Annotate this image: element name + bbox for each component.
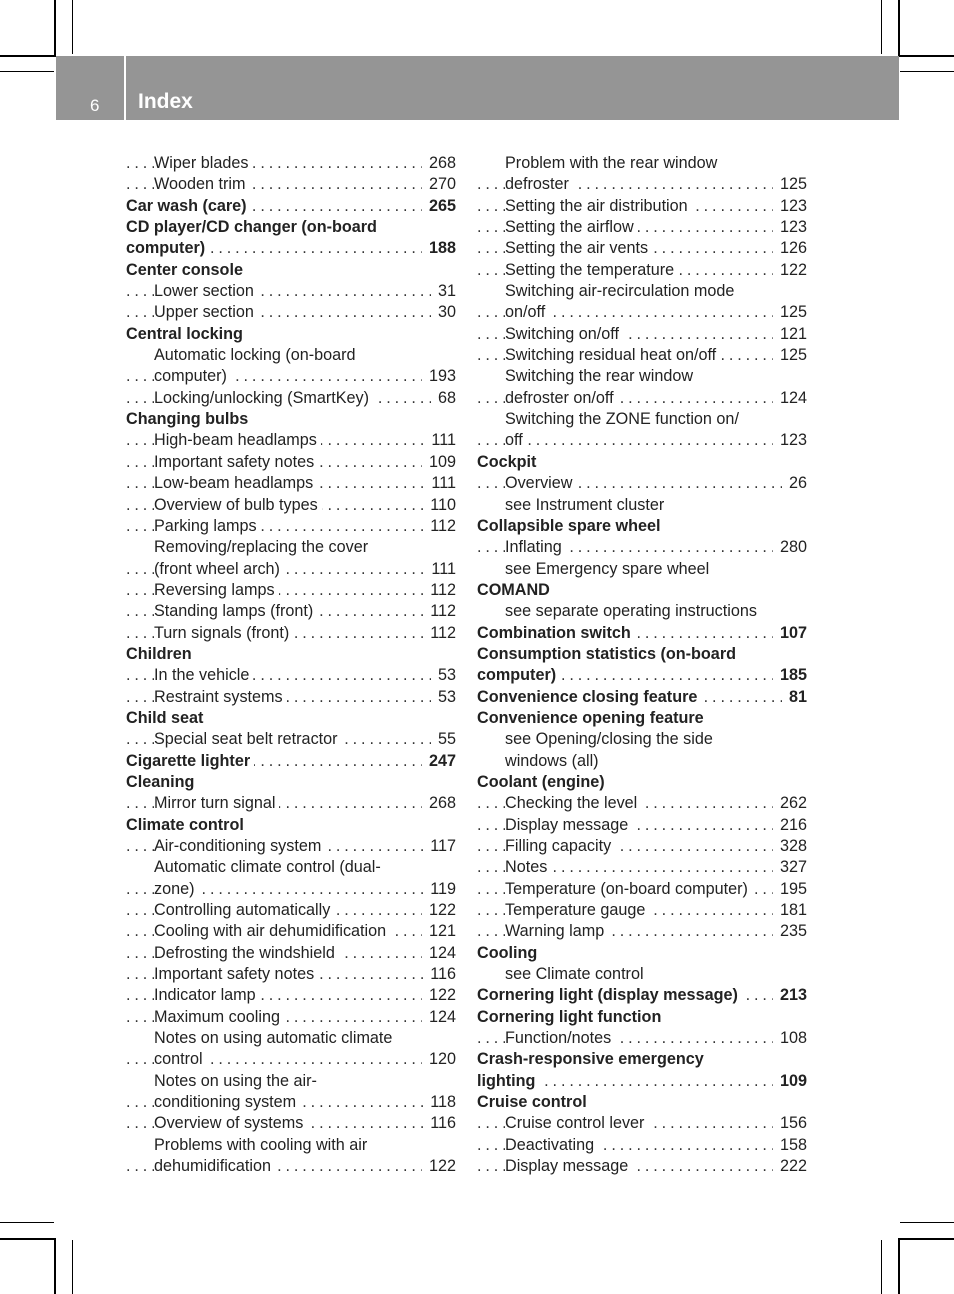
index-entry	[477, 238, 807, 259]
index-entry-page: 265	[422, 196, 456, 217]
index-entry	[477, 729, 807, 750]
index-entry-text: Climate control	[126, 816, 248, 834]
crop-mark	[72, 1240, 73, 1294]
index-entry-text: Children	[126, 645, 196, 663]
crop-mark	[898, 1238, 900, 1294]
index-entry	[126, 836, 456, 857]
index-entry-text: Overview of bulb types	[154, 496, 322, 514]
index-entry	[126, 879, 456, 900]
index-entry	[477, 921, 807, 942]
index-entry-text: on/off	[505, 303, 549, 321]
index-entry	[126, 580, 456, 601]
index-entry	[126, 900, 456, 921]
index-entry	[477, 985, 807, 1006]
index-entry	[477, 1156, 807, 1177]
index-entry-page: 213	[773, 985, 807, 1006]
crop-mark	[0, 1238, 56, 1240]
index-entry	[126, 601, 456, 622]
index-entry-page: 30	[431, 302, 456, 323]
index-entry-page: 81	[782, 687, 807, 708]
index-entry-text: Standing lamps (front)	[154, 602, 317, 620]
index-entry-text: Deactivating	[505, 1136, 598, 1154]
index-entry	[126, 495, 456, 516]
index-entry-page: 268	[422, 793, 456, 814]
index-entry-text: Cleaning	[126, 773, 198, 791]
index-entry	[477, 302, 807, 323]
crop-mark	[898, 1238, 954, 1240]
index-entry	[477, 217, 807, 238]
index-entry-text: Switching on/off	[505, 325, 623, 343]
index-entry	[126, 409, 456, 430]
index-entry-text: Inflating	[505, 538, 566, 556]
crop-mark	[881, 1240, 882, 1294]
index-entry-page: 124	[422, 1007, 456, 1028]
index-entry-page: 111	[424, 473, 456, 494]
index-entry	[477, 665, 807, 686]
index-entry	[126, 153, 456, 174]
index-entry	[126, 1113, 456, 1134]
index-entry-page: 195	[773, 879, 807, 900]
index-entry-text: off	[505, 431, 527, 449]
crop-mark	[0, 71, 54, 72]
index-entry-page: 123	[773, 217, 807, 238]
index-entry-text: Restraint systems	[154, 688, 287, 706]
index-entry	[477, 430, 807, 451]
index-entry	[477, 687, 807, 708]
index-entry	[126, 324, 456, 345]
index-entry-page: 122	[773, 260, 807, 281]
index-entry	[477, 324, 807, 345]
crop-mark	[881, 0, 882, 54]
index-entry-text: Indicator lamp	[154, 986, 260, 1004]
index-entry	[477, 708, 807, 729]
index-entry-page: 280	[773, 537, 807, 558]
index-entry-page: 112	[423, 601, 456, 622]
index-entry	[126, 452, 456, 473]
index-entry	[477, 281, 807, 302]
index-entry	[126, 281, 456, 302]
index-entry	[477, 1071, 807, 1092]
index-entry	[126, 1007, 456, 1028]
index-entry	[477, 623, 807, 644]
index-entry	[477, 793, 807, 814]
index-entry-text: Warning lamp	[505, 922, 608, 940]
index-entry-page: 116	[423, 964, 456, 985]
index-entry-text: Overview of systems	[154, 1114, 307, 1132]
index-entry-page: 193	[422, 366, 456, 387]
index-entry-text: Cockpit	[477, 453, 540, 471]
index-entry	[477, 174, 807, 195]
index-entry-text: Maximum cooling	[154, 1008, 284, 1026]
index-entry	[477, 537, 807, 558]
index-entry	[477, 409, 807, 430]
index-entry-page: 117	[423, 836, 456, 857]
index-entry	[477, 196, 807, 217]
index-entry	[126, 644, 456, 665]
index-entry-page: 123	[773, 196, 807, 217]
index-entry	[126, 793, 456, 814]
index-entry-text: Temperature (on-board computer)	[505, 880, 752, 898]
index-entry-page: 222	[773, 1156, 807, 1177]
index-entry-page: 122	[422, 985, 456, 1006]
index-entry-page: 327	[773, 857, 807, 878]
index-entry-page: 126	[773, 238, 807, 259]
index-entry-page: 119	[423, 879, 456, 900]
index-entry-text: computer)	[477, 666, 560, 684]
index-entry	[477, 495, 807, 516]
crop-mark	[898, 0, 900, 56]
crop-mark	[0, 55, 56, 57]
index-entry-text: Switching the rear window	[505, 367, 697, 385]
index-entry-text: Important safety notes	[154, 965, 318, 983]
index-entry	[477, 836, 807, 857]
index-entry	[477, 260, 807, 281]
index-entry	[126, 516, 456, 537]
index-entry-text: Temperature gauge	[505, 901, 649, 919]
index-entry-page: 53	[431, 687, 456, 708]
index-entry-text: computer)	[126, 239, 209, 257]
index-entry-page: 109	[422, 452, 456, 473]
index-entry	[477, 1113, 807, 1134]
index-entry	[126, 665, 456, 686]
index-entry-page: 112	[423, 580, 456, 601]
index-entry-page: 53	[431, 665, 456, 686]
index-entry-text: Upper section	[154, 303, 258, 321]
index-entry	[126, 260, 456, 281]
index-entry	[126, 964, 456, 985]
index-entry-page: 121	[422, 921, 456, 942]
index-entry-page: 268	[422, 153, 456, 174]
index-entry-text: Display message	[505, 816, 632, 834]
index-entry-text: Filling capacity	[505, 837, 615, 855]
index-entry-page: 125	[773, 302, 807, 323]
index-entry-page: 31	[431, 281, 456, 302]
crop-mark	[72, 0, 73, 54]
index-entry	[126, 943, 456, 964]
index-entry	[477, 900, 807, 921]
crop-mark	[0, 1222, 54, 1223]
index-entry-text: Cornering light function	[477, 1008, 665, 1026]
index-entry-page: 216	[773, 815, 807, 836]
index-entry	[126, 687, 456, 708]
index-entry	[126, 1092, 456, 1113]
index-entry-text: Child seat	[126, 709, 207, 727]
crop-mark	[900, 1222, 954, 1223]
index-entry-page: 120	[422, 1049, 456, 1070]
index-entry-text: see separate operating instructions	[505, 602, 761, 620]
index-entry-text: Special seat belt retractor	[154, 730, 342, 748]
index-entry-text: Changing bulbs	[126, 410, 252, 428]
index-entry	[477, 964, 807, 985]
index-entry-text: Notes	[505, 858, 551, 876]
index-entry	[477, 516, 807, 537]
index-entry-text: Coolant (engine)	[477, 773, 609, 791]
index-entry-text: see Opening/closing the side	[505, 730, 717, 748]
index-entry-text: Setting the air distribution	[505, 197, 692, 215]
index-entry-text: Low-beam headlamps	[154, 474, 317, 492]
crop-mark	[54, 0, 56, 56]
index-entry	[477, 1028, 807, 1049]
index-entry-text: defroster	[505, 175, 573, 193]
index-entry	[126, 473, 456, 494]
index-entry-text: Automatic climate control (dual-	[154, 858, 385, 876]
index-entry-text: zone)	[154, 880, 199, 898]
index-entry-text: Mirror turn signal	[154, 794, 279, 812]
index-entry	[477, 1135, 807, 1156]
index-entry-text: Car wash (care)	[126, 197, 251, 215]
index-entry	[477, 388, 807, 409]
index-entry-text: Switching residual heat on/off	[505, 346, 720, 364]
index-entry	[126, 388, 456, 409]
index-entry-page: 125	[773, 345, 807, 366]
index-entry-text: Cruise control lever	[505, 1114, 648, 1132]
index-entry	[126, 366, 456, 387]
index-entry-text: defroster on/off	[505, 389, 618, 407]
index-entry	[477, 366, 807, 387]
index-entry-page: 55	[431, 729, 456, 750]
index-entry-text: Cooling with air dehumidification	[154, 922, 390, 940]
index-entry-text: Cornering light (display message)	[477, 986, 742, 1004]
index-entry	[126, 537, 456, 558]
index-entry	[126, 1049, 456, 1070]
index-entry-text: Collapsible spare wheel	[477, 517, 665, 535]
index-entry-page: 158	[773, 1135, 807, 1156]
index-entry-text: Air-conditioning system	[154, 837, 325, 855]
index-entry-text: Automatic locking (on-board	[154, 346, 360, 364]
index-entry	[126, 217, 456, 238]
index-entry-text: Defrosting the windshield	[154, 944, 339, 962]
index-entry-text: Combination switch	[477, 624, 635, 642]
index-entry-text: Notes on using automatic climate	[154, 1029, 396, 1047]
index-entry	[126, 430, 456, 451]
index-entry-page: 328	[773, 836, 807, 857]
index-entry-text: control	[154, 1050, 207, 1068]
index-entry	[126, 729, 456, 750]
index-entry-page: 122	[422, 1156, 456, 1177]
index-entry-page: 108	[773, 1028, 807, 1049]
index-entry-page: 110	[423, 495, 456, 516]
index-entry	[477, 559, 807, 580]
page-number: 6	[90, 96, 100, 115]
index-entry-text: lighting	[477, 1072, 539, 1090]
index-entry-page: 107	[773, 623, 807, 644]
index-entry-text: Convenience closing feature	[477, 688, 701, 706]
index-entry-text: Cigarette lighter	[126, 752, 254, 770]
index-entry	[477, 943, 807, 964]
index-entry	[126, 857, 456, 878]
index-entry-text: Important safety notes	[154, 453, 318, 471]
index-entry-page: 156	[773, 1113, 807, 1134]
index-entry	[126, 302, 456, 323]
index-entry-page: 181	[773, 900, 807, 921]
index-entry	[477, 345, 807, 366]
index-entry	[477, 473, 807, 494]
index-entry	[477, 857, 807, 878]
index-entry-page: 124	[773, 388, 807, 409]
index-entry-text: Central locking	[126, 325, 247, 343]
index-entry-text: Lower section	[154, 282, 258, 300]
index-entry-text: conditioning system	[154, 1093, 300, 1111]
index-entry-text: Overview	[505, 474, 576, 492]
index-entry-text: see Instrument cluster	[505, 496, 668, 514]
index-entry-page: 270	[422, 174, 456, 195]
index-entry-text: (front wheel arch)	[154, 560, 284, 578]
index-entry	[126, 174, 456, 195]
index-entry-page: 124	[422, 943, 456, 964]
index-entry-text: Consumption statistics (on-board	[477, 645, 740, 663]
index-entry-text: Function/notes	[505, 1029, 615, 1047]
index-entry-text: Cruise control	[477, 1093, 591, 1111]
index-entry-text: Turn signals (front)	[154, 624, 293, 642]
index-entry	[126, 815, 456, 836]
index-entry	[126, 1028, 456, 1049]
index-entry	[477, 1007, 807, 1028]
index-entry-text: Crash-responsive emergency	[477, 1050, 708, 1068]
index-entry-text: COMAND	[477, 581, 554, 599]
index-entry-page: 125	[773, 174, 807, 195]
index-entry	[477, 751, 807, 772]
index-entry-text: Center console	[126, 261, 247, 279]
index-entry-text: Removing/replacing the cover	[154, 538, 372, 556]
index-entry	[477, 1049, 807, 1070]
index-column-right	[477, 153, 807, 1178]
index-entry-text: Checking the level	[505, 794, 641, 812]
crop-mark	[900, 71, 954, 72]
index-entry-text: CD player/CD changer (on-board	[126, 218, 381, 236]
index-entry-page: 112	[423, 516, 456, 537]
index-entry	[126, 623, 456, 644]
index-entry-page: 123	[773, 430, 807, 451]
index-entry-text: Reversing lamps	[154, 581, 279, 599]
index-entry-text: Problems with cooling with air	[154, 1136, 371, 1154]
index-entry-page: 122	[422, 900, 456, 921]
index-entry-text: Wooden trim	[154, 175, 249, 193]
index-entry	[126, 1071, 456, 1092]
index-entry-page: 68	[431, 388, 456, 409]
index-entry-page: 111	[424, 559, 456, 580]
index-entry	[126, 921, 456, 942]
index-entry-page: 116	[423, 1113, 456, 1134]
index-entry-page: 235	[773, 921, 807, 942]
index-entry	[126, 985, 456, 1006]
index-entry	[477, 815, 807, 836]
index-entry-page: 121	[773, 324, 807, 345]
index-entry-text: Convenience opening feature	[477, 709, 708, 727]
index-entry-text: see Climate control	[505, 965, 648, 983]
crop-mark	[898, 55, 954, 57]
index-entry-page: 112	[423, 623, 456, 644]
index-entry-text: windows (all)	[505, 752, 603, 770]
index-entry	[126, 559, 456, 580]
index-entry	[477, 601, 807, 622]
index-entry	[477, 153, 807, 174]
index-entry-text: Setting the temperature	[505, 261, 678, 279]
index-entry	[477, 772, 807, 793]
index-entry-text: Controlling automatically	[154, 901, 334, 919]
index-entry-text: Parking lamps	[154, 517, 261, 535]
index-entry-text: dehumidification	[154, 1157, 275, 1175]
index-entry-text: Display message	[505, 1157, 632, 1175]
index-entry	[126, 708, 456, 729]
index-entry-text: In the vehicle	[154, 666, 253, 684]
index-entry	[126, 772, 456, 793]
index-entry-text: Problem with the rear window	[505, 154, 721, 172]
index-entry	[126, 196, 456, 217]
index-entry-text: Wiper blades	[154, 154, 252, 172]
index-entry	[477, 1092, 807, 1113]
index-entry-page: 109	[773, 1071, 807, 1092]
index-entry-text: High-beam headlamps	[154, 431, 321, 449]
index-entry-text: Switching the ZONE function on/	[505, 410, 743, 428]
index-entry-text: Locking/unlocking (SmartKey)	[154, 389, 373, 407]
index-entry	[477, 879, 807, 900]
index-entry	[477, 452, 807, 473]
index-entry-page: 262	[773, 793, 807, 814]
index-entry-page: 247	[422, 751, 456, 772]
page-title: Index	[138, 90, 193, 113]
index-entry	[477, 580, 807, 601]
index-entry	[126, 345, 456, 366]
index-entry	[126, 1135, 456, 1156]
index-entry-text: Setting the airflow	[505, 218, 638, 236]
index-entry-text: Setting the air vents	[505, 239, 652, 257]
index-entry	[126, 751, 456, 772]
index-entry-text: computer)	[154, 367, 231, 385]
crop-mark	[54, 1238, 56, 1294]
index-column-left	[126, 153, 456, 1178]
index-entry-page: 188	[422, 238, 456, 259]
index-entry-text: Notes on using the air-	[154, 1072, 321, 1090]
index-entry-text: see Emergency spare wheel	[505, 560, 713, 578]
index-entry-page: 118	[423, 1092, 456, 1113]
index-entry	[126, 238, 456, 259]
index-entry-text: Cooling	[477, 944, 541, 962]
index-entry-page: 185	[773, 665, 807, 686]
index-entry-page: 111	[424, 430, 456, 451]
header-divider	[124, 56, 126, 120]
index-entry	[477, 644, 807, 665]
index-entry-page: 26	[782, 473, 807, 494]
index-entry	[126, 1156, 456, 1177]
index-entry-text: Switching air-recirculation mode	[505, 282, 738, 300]
